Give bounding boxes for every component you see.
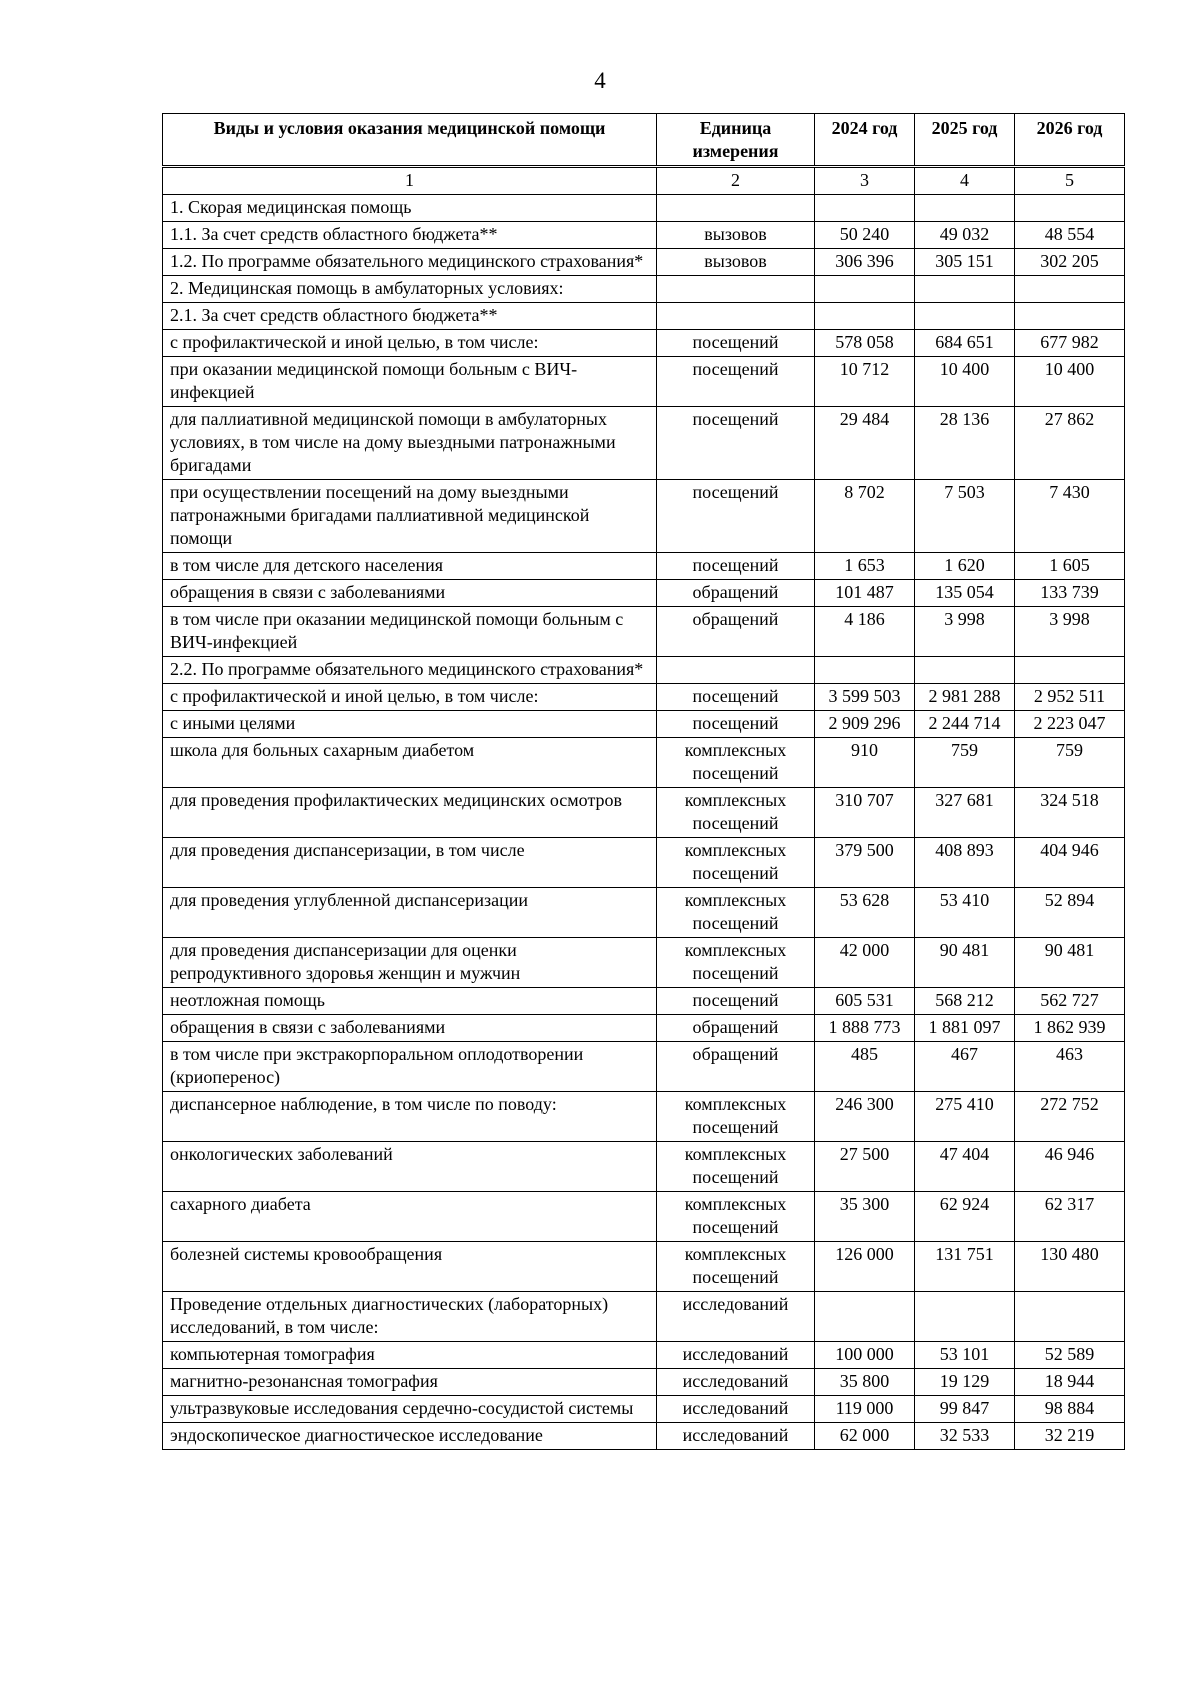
value-2025: 135 054 [915, 580, 1015, 607]
row-label: Проведение отдельных диагностических (лабораторных) исследований, в том числе: [163, 1292, 657, 1342]
column-index: 4 [915, 168, 1015, 195]
row-unit: комплексных посещений [657, 788, 815, 838]
row-label: с профилактической и иной целью, в том числе: [163, 684, 657, 711]
value-2025: 32 533 [915, 1423, 1015, 1450]
value-2026: 302 205 [1015, 249, 1125, 276]
value-2024: 27 500 [815, 1142, 915, 1192]
value-2026: 2 223 047 [1015, 711, 1125, 738]
header-care-types: Виды и условия оказания медицинской помощи [163, 114, 657, 166]
value-2025: 467 [915, 1042, 1015, 1092]
value-2025: 408 893 [915, 838, 1015, 888]
value-2025: 28 136 [915, 407, 1015, 480]
value-2025: 1 620 [915, 553, 1015, 580]
value-2024: 4 186 [815, 607, 915, 657]
value-2025 [915, 1292, 1015, 1342]
table-row [163, 1192, 1125, 1242]
value-2026: 90 481 [1015, 938, 1125, 988]
row-label: 2.2. По программе обязательного медицинского страхования* [163, 657, 657, 684]
value-2024: 306 396 [815, 249, 915, 276]
value-2026: 32 219 [1015, 1423, 1125, 1450]
value-2024 [815, 303, 915, 330]
value-2026: 48 554 [1015, 222, 1125, 249]
row-unit: обращений [657, 1015, 815, 1042]
value-2024: 379 500 [815, 838, 915, 888]
value-2026: 10 400 [1015, 357, 1125, 407]
value-2026: 562 727 [1015, 988, 1125, 1015]
value-2025: 7 503 [915, 480, 1015, 553]
table-row [163, 1142, 1125, 1192]
value-2024: 3 599 503 [815, 684, 915, 711]
row-label: с профилактической и иной целью, в том числе: [163, 330, 657, 357]
table-header-row [163, 114, 1125, 166]
value-2026: 677 982 [1015, 330, 1125, 357]
value-2025: 131 751 [915, 1242, 1015, 1292]
value-2026: 1 605 [1015, 553, 1125, 580]
row-unit: комплексных посещений [657, 1092, 815, 1142]
value-2025: 62 924 [915, 1192, 1015, 1242]
value-2024: 910 [815, 738, 915, 788]
value-2024: 246 300 [815, 1092, 915, 1142]
table-row [163, 938, 1125, 988]
value-2025: 327 681 [915, 788, 1015, 838]
value-2025 [915, 303, 1015, 330]
table-body [163, 166, 1125, 1450]
value-2025: 759 [915, 738, 1015, 788]
medical-care-volume-table [162, 113, 1125, 1450]
row-label: для проведения диспансеризации, в том числе [163, 838, 657, 888]
value-2024: 126 000 [815, 1242, 915, 1292]
row-unit: посещений [657, 711, 815, 738]
row-unit: обращений [657, 1042, 815, 1092]
value-2024: 35 300 [815, 1192, 915, 1242]
value-2024 [815, 1292, 915, 1342]
row-label: для проведения диспансеризации для оценки репродуктивного здоровья женщин и мужчин [163, 938, 657, 988]
value-2026: 98 884 [1015, 1396, 1125, 1423]
value-2026: 133 739 [1015, 580, 1125, 607]
row-label: в том числе при оказании медицинской помощи больным с ВИЧ-инфекцией [163, 607, 657, 657]
header-2025: 2025 год [915, 114, 1015, 166]
table-row [163, 1396, 1125, 1423]
value-2024 [815, 276, 915, 303]
value-2026 [1015, 657, 1125, 684]
row-unit: комплексных посещений [657, 1142, 815, 1192]
value-2025: 3 998 [915, 607, 1015, 657]
row-unit: комплексных посещений [657, 738, 815, 788]
value-2025: 684 651 [915, 330, 1015, 357]
column-index: 5 [1015, 168, 1125, 195]
column-index: 3 [815, 168, 915, 195]
value-2025 [915, 657, 1015, 684]
row-label: в том числе при экстракорпоральном оплодотворении (криоперенос) [163, 1042, 657, 1092]
row-unit [657, 195, 815, 222]
table-row [163, 1092, 1125, 1142]
row-label: обращения в связи с заболеваниями [163, 580, 657, 607]
value-2025: 305 151 [915, 249, 1015, 276]
row-label: ультразвуковые исследования сердечно-сосудистой системы [163, 1396, 657, 1423]
row-unit: посещений [657, 480, 815, 553]
row-unit: вызовов [657, 222, 815, 249]
value-2024: 1 653 [815, 553, 915, 580]
value-2024: 100 000 [815, 1342, 915, 1369]
value-2024: 50 240 [815, 222, 915, 249]
value-2026 [1015, 276, 1125, 303]
row-unit: посещений [657, 988, 815, 1015]
header-unit: Единица измерения [657, 114, 815, 166]
row-label: школа для больных сахарным диабетом [163, 738, 657, 788]
row-unit [657, 303, 815, 330]
value-2025: 568 212 [915, 988, 1015, 1015]
table-row [163, 249, 1125, 276]
row-unit: посещений [657, 407, 815, 480]
table-row [163, 888, 1125, 938]
row-label: для проведения углубленной диспансеризации [163, 888, 657, 938]
value-2026: 324 518 [1015, 788, 1125, 838]
value-2026: 27 862 [1015, 407, 1125, 480]
table-row [163, 684, 1125, 711]
row-unit: комплексных посещений [657, 838, 815, 888]
row-label: онкологических заболеваний [163, 1142, 657, 1192]
value-2025: 19 129 [915, 1369, 1015, 1396]
value-2026: 52 589 [1015, 1342, 1125, 1369]
table-row [163, 480, 1125, 553]
value-2026: 463 [1015, 1042, 1125, 1092]
value-2025: 2 981 288 [915, 684, 1015, 711]
table-row [163, 838, 1125, 888]
value-2024: 10 712 [815, 357, 915, 407]
value-2025 [915, 276, 1015, 303]
row-label: компьютерная томография [163, 1342, 657, 1369]
column-index-row [163, 168, 1125, 195]
row-unit: вызовов [657, 249, 815, 276]
value-2025: 99 847 [915, 1396, 1015, 1423]
table-row [163, 195, 1125, 222]
column-index: 2 [657, 168, 815, 195]
value-2024: 119 000 [815, 1396, 915, 1423]
value-2026: 18 944 [1015, 1369, 1125, 1396]
row-unit: комплексных посещений [657, 888, 815, 938]
row-label: 1.2. По программе обязательного медицинского страхования* [163, 249, 657, 276]
value-2025: 90 481 [915, 938, 1015, 988]
value-2025: 10 400 [915, 357, 1015, 407]
table-row [163, 580, 1125, 607]
row-unit [657, 657, 815, 684]
row-label: неотложная помощь [163, 988, 657, 1015]
column-index: 1 [163, 168, 657, 195]
table-row [163, 1423, 1125, 1450]
table-row [163, 657, 1125, 684]
table-row [163, 1369, 1125, 1396]
value-2026: 759 [1015, 738, 1125, 788]
value-2024: 578 058 [815, 330, 915, 357]
row-unit: обращений [657, 607, 815, 657]
row-label: магнитно-резонансная томография [163, 1369, 657, 1396]
row-label: для проведения профилактических медицинских осмотров [163, 788, 657, 838]
table-row [163, 407, 1125, 480]
row-label: эндоскопическое диагностическое исследование [163, 1423, 657, 1450]
table-row [163, 607, 1125, 657]
table-row [163, 222, 1125, 249]
row-label: 1.1. За счет средств областного бюджета** [163, 222, 657, 249]
row-label: болезней системы кровообращения [163, 1242, 657, 1292]
row-unit: исследований [657, 1396, 815, 1423]
row-label: 1. Скорая медицинская помощь [163, 195, 657, 222]
value-2026: 52 894 [1015, 888, 1125, 938]
row-label: 2. Медицинская помощь в амбулаторных условиях: [163, 276, 657, 303]
value-2024: 101 487 [815, 580, 915, 607]
row-unit: комплексных посещений [657, 1192, 815, 1242]
table-row [163, 738, 1125, 788]
table-row [163, 1342, 1125, 1369]
value-2026: 3 998 [1015, 607, 1125, 657]
value-2026: 2 952 511 [1015, 684, 1125, 711]
row-label: при осуществлении посещений на дому выездными патронажными бригадами паллиативной медицинской помощи [163, 480, 657, 553]
value-2024: 2 909 296 [815, 711, 915, 738]
row-label: при оказании медицинской помощи больным с ВИЧ-инфекцией [163, 357, 657, 407]
row-label: с иными целями [163, 711, 657, 738]
table-row [163, 303, 1125, 330]
value-2025 [915, 195, 1015, 222]
row-unit: посещений [657, 553, 815, 580]
value-2025: 47 404 [915, 1142, 1015, 1192]
row-label: диспансерное наблюдение, в том числе по поводу: [163, 1092, 657, 1142]
row-unit [657, 276, 815, 303]
row-unit: посещений [657, 684, 815, 711]
value-2025: 53 101 [915, 1342, 1015, 1369]
table-row [163, 788, 1125, 838]
value-2026: 62 317 [1015, 1192, 1125, 1242]
value-2024: 42 000 [815, 938, 915, 988]
value-2026: 7 430 [1015, 480, 1125, 553]
value-2024: 1 888 773 [815, 1015, 915, 1042]
value-2026 [1015, 1292, 1125, 1342]
page-number: 4 [594, 68, 606, 93]
value-2024: 310 707 [815, 788, 915, 838]
row-unit: исследований [657, 1342, 815, 1369]
table-row [163, 988, 1125, 1015]
row-unit: обращений [657, 580, 815, 607]
value-2026: 1 862 939 [1015, 1015, 1125, 1042]
data-table-wrapper [162, 113, 1124, 1450]
row-unit: комплексных посещений [657, 938, 815, 988]
value-2026: 46 946 [1015, 1142, 1125, 1192]
row-label: в том числе для детского населения [163, 553, 657, 580]
value-2025: 49 032 [915, 222, 1015, 249]
table-row [163, 1292, 1125, 1342]
row-unit: посещений [657, 330, 815, 357]
value-2024: 29 484 [815, 407, 915, 480]
value-2025: 1 881 097 [915, 1015, 1015, 1042]
value-2025: 53 410 [915, 888, 1015, 938]
table-row [163, 276, 1125, 303]
value-2026: 272 752 [1015, 1092, 1125, 1142]
row-label: сахарного диабета [163, 1192, 657, 1242]
value-2024: 62 000 [815, 1423, 915, 1450]
value-2025: 275 410 [915, 1092, 1015, 1142]
table-row [163, 711, 1125, 738]
value-2026: 404 946 [1015, 838, 1125, 888]
value-2024: 8 702 [815, 480, 915, 553]
value-2024 [815, 657, 915, 684]
row-unit: исследований [657, 1292, 815, 1342]
value-2024 [815, 195, 915, 222]
value-2024: 485 [815, 1042, 915, 1092]
value-2024: 605 531 [815, 988, 915, 1015]
value-2024: 35 800 [815, 1369, 915, 1396]
table-row [163, 330, 1125, 357]
table-row [163, 1042, 1125, 1092]
table-row [163, 553, 1125, 580]
row-unit: посещений [657, 357, 815, 407]
row-label: для паллиативной медицинской помощи в амбулаторных условиях, в том числе на дому выездными патронажными бригадами [163, 407, 657, 480]
header-2026: 2026 год [1015, 114, 1125, 166]
header-2024: 2024 год [815, 114, 915, 166]
row-unit: комплексных посещений [657, 1242, 815, 1292]
value-2024: 53 628 [815, 888, 915, 938]
row-unit: исследований [657, 1423, 815, 1450]
table-row [163, 1015, 1125, 1042]
row-label: 2.1. За счет средств областного бюджета** [163, 303, 657, 330]
value-2026 [1015, 195, 1125, 222]
row-label: обращения в связи с заболеваниями [163, 1015, 657, 1042]
value-2026: 130 480 [1015, 1242, 1125, 1292]
row-unit: исследований [657, 1369, 815, 1396]
table-row [163, 357, 1125, 407]
value-2025: 2 244 714 [915, 711, 1015, 738]
table-row [163, 1242, 1125, 1292]
value-2026 [1015, 303, 1125, 330]
